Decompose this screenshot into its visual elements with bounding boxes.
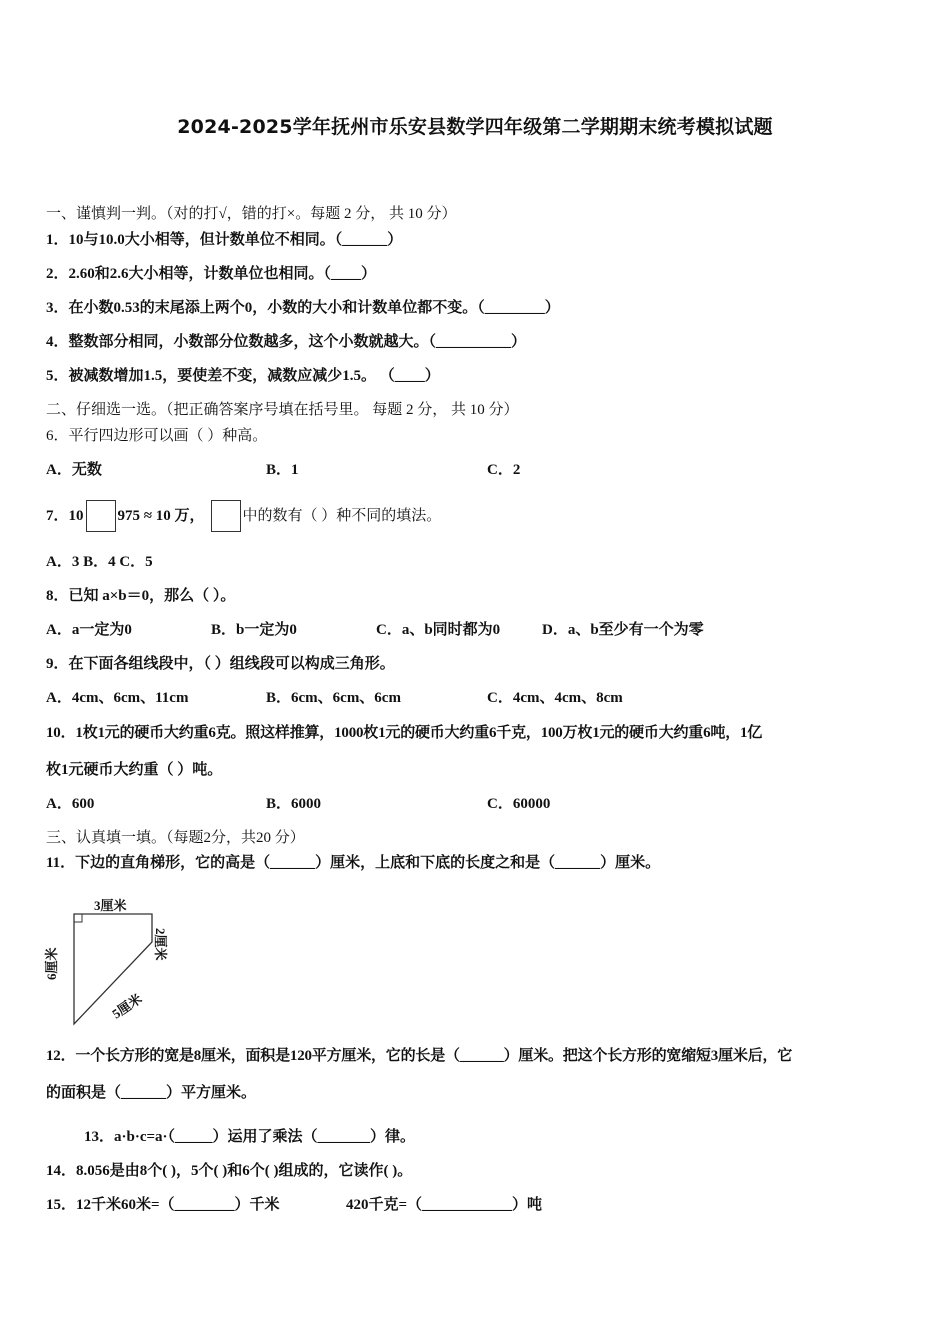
q7-part-2: 975 ≈ 10 万，	[117, 508, 205, 524]
question-10-line-2: 枚1元硬币大约重（ ）吨。	[46, 762, 223, 778]
q9-option-c: C．4cm、4cm、8cm	[487, 690, 623, 706]
q10-option-b: B．6000	[266, 796, 322, 812]
q7-options: A．3 B．4 C．5	[46, 554, 153, 570]
q7-part-1: 7．10	[46, 508, 84, 524]
question-5: 5．被减数增加1.5，要使差不变，减数应减少1.5。 （____）	[46, 368, 440, 384]
label-right: 2厘米	[153, 928, 168, 961]
question-1: 1．10与10.0大小相等，但计数单位不相同。（______）	[46, 232, 403, 248]
question-3: 3．在小数0.53的末尾添上两个0，小数的大小和计数单位都不变。（________）	[46, 300, 560, 316]
right-angle-mark	[74, 914, 82, 922]
q8-option-b: B．b一定为0	[211, 622, 297, 638]
question-4: 4．整数部分相同，小数部分位数越多，这个小数就越大。（__________）	[46, 334, 527, 350]
section-2-heading: 二、仔细选一选。（把正确答案序号填在括号里。 每题 2 分， 共 10 分）	[46, 402, 519, 418]
q10-option-a: A．600	[46, 796, 95, 812]
q8-option-c: C．a、b同时都为0	[376, 622, 501, 638]
question-15-part-1: 15．12千米60米=（________）千米	[46, 1197, 280, 1213]
question-15-part-2: 420千克=（____________）吨	[346, 1197, 543, 1213]
label-left: 6厘米	[44, 947, 59, 980]
q9-option-a: A．4cm、6cm、11cm	[46, 690, 189, 706]
q8-option-d: D．a、b至少有一个为零	[542, 622, 704, 638]
q7-part-3: 中的数有（ ）种不同的填法。	[242, 508, 442, 524]
label-slant: 5厘米	[109, 990, 145, 1022]
question-12-line-2: 的面积是（______）平方厘米。	[46, 1085, 257, 1101]
q9-option-b: B．6cm、6cm、6cm	[266, 690, 401, 706]
section-3-heading: 三、认真填一填。（每题2分，共20 分）	[46, 830, 305, 846]
question-7	[46, 500, 441, 532]
q10-option-c: C．60000	[487, 796, 551, 812]
q7-blank-box	[86, 500, 116, 532]
question-9: 9．在下面各组线段中，（ ）组线段可以构成三角形。	[46, 656, 395, 672]
question-8: 8．已知 a×b＝0，那么（ ）。	[46, 588, 236, 604]
q8-option-a: A．a一定为0	[46, 622, 132, 638]
question-13: 13．a·b·c=a·（_____）运用了乘法（_______）律。	[84, 1129, 416, 1145]
question-2: 2．2.60和2.6大小相等，计数单位也相同。（____）	[46, 266, 377, 282]
question-10-line-1: 10．1枚1元的硬币大约重6克。照这样推算，1000枚1元的硬币大约重6千克，100万枚1元的硬币大约重6吨，1亿	[46, 725, 763, 741]
page-title: 2024-2025学年抚州市乐安县数学四年级第二学期期末统考模拟试题	[177, 116, 773, 138]
question-14: 14．8.056是由8个( )，5个( )和6个( )组成的，它读作( )。	[46, 1163, 413, 1179]
q6-option-a: A．无数	[46, 462, 102, 478]
question-12-line-1: 12．一个长方形的宽是8厘米，面积是120平方厘米，它的长是（______）厘米。把这个长方形的宽缩短3厘米后，它	[46, 1048, 793, 1064]
trapezoid-figure	[44, 892, 184, 1034]
question-11: 11．下边的直角梯形，它的高是（______）厘米，上底和下底的长度之和是（______）厘米。	[46, 855, 661, 871]
label-top: 3厘米	[94, 898, 127, 913]
q7-blank-box-ref	[211, 500, 241, 532]
q6-option-b: B．1	[266, 462, 299, 478]
question-6: 6．平行四边形可以画（ ）种高。	[46, 428, 268, 444]
section-1-heading: 一、谨慎判一判。（对的打√，错的打×。每题 2 分， 共 10 分）	[46, 206, 457, 222]
q6-option-c: C．2	[487, 462, 521, 478]
